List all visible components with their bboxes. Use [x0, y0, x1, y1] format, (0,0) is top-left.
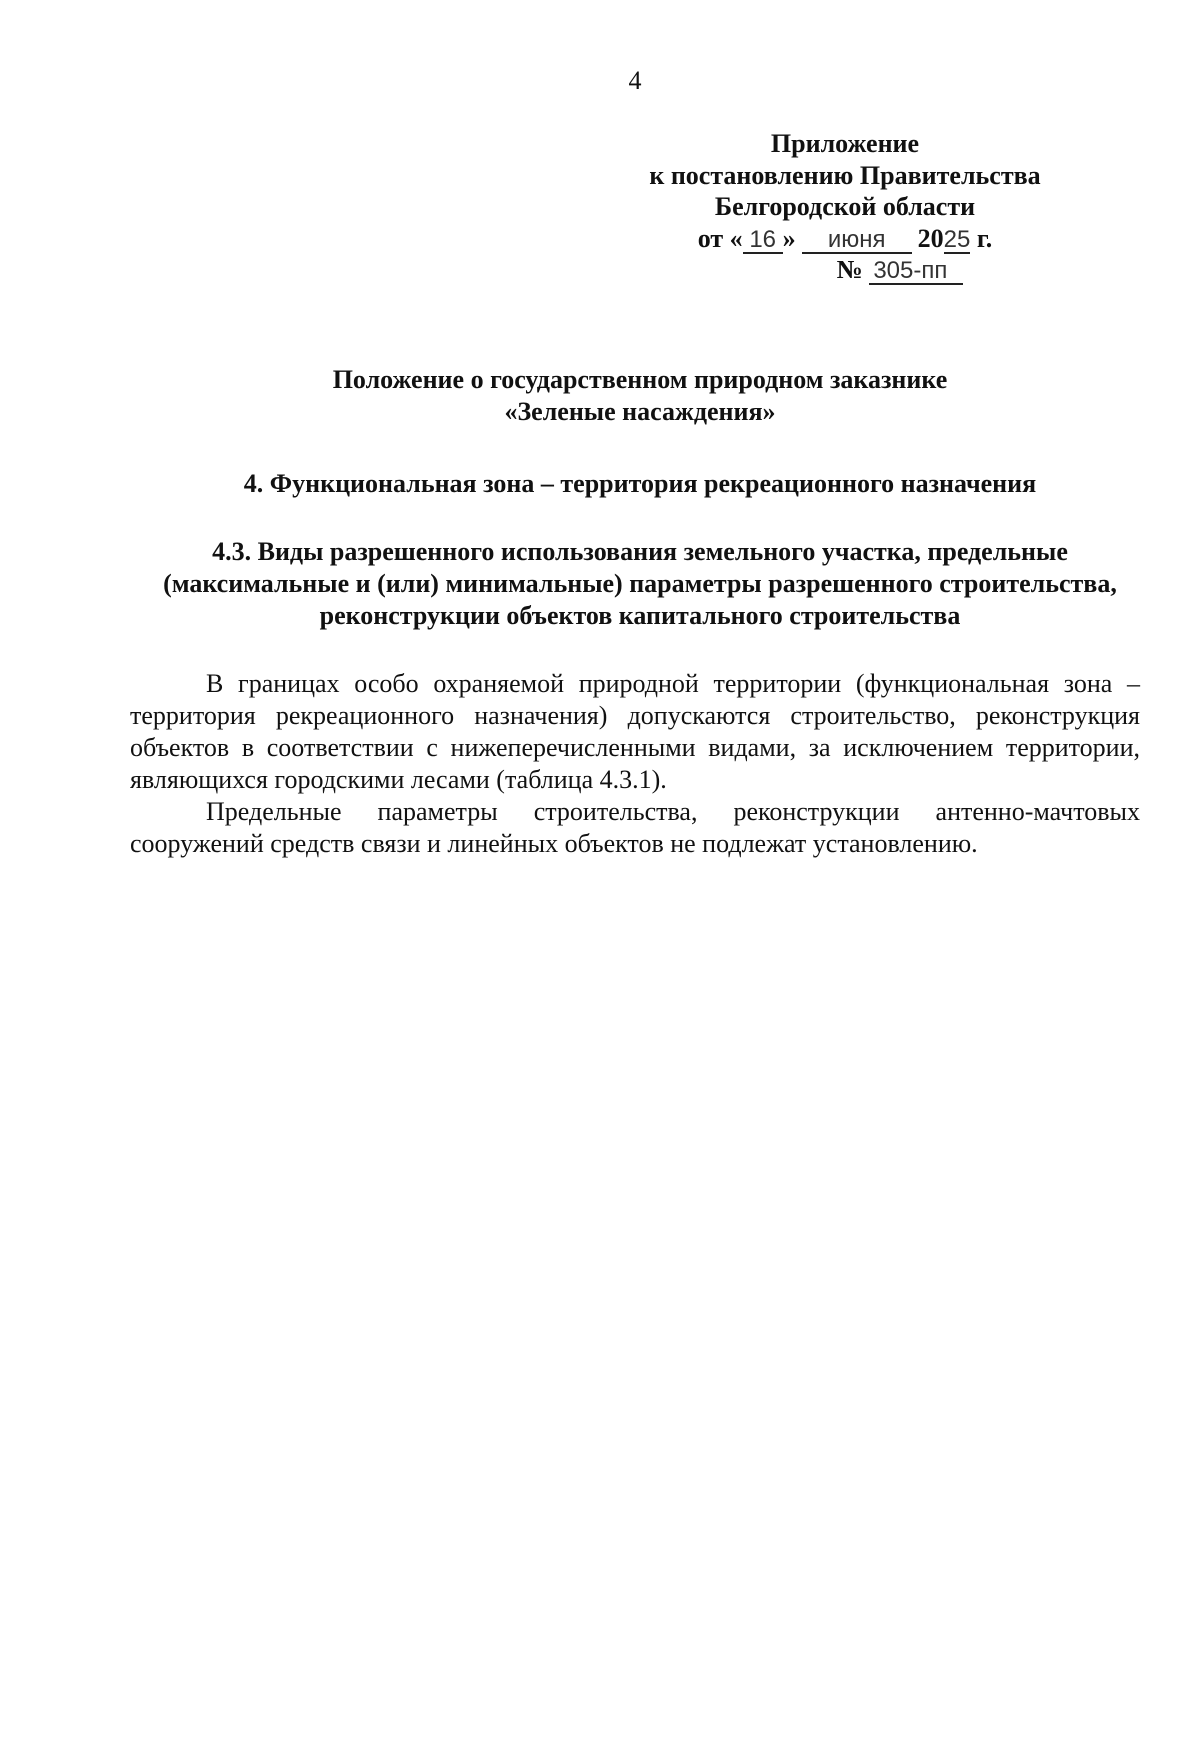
number-prefix: № [836, 255, 863, 284]
date-prefix: от « [697, 223, 743, 253]
body-paragraph-2: Предельные параметры строительства, реконструкции антенно-мачтовых сооружений средств связи и линейных объектов не подлежат установлению. [130, 797, 1140, 858]
document-title [140, 364, 1140, 428]
appendix-block [560, 128, 1130, 286]
document-title-line-1: Положение о государственном природном заказнике [332, 365, 948, 394]
date-quote-close: » [782, 223, 796, 253]
subsection-heading: 4.3. Виды разрешенного использования земельного участка, предельные (максимальные и (или) минимальные) параметры разрешенного строительства, реконструкции объектов капитального строительства [163, 537, 1117, 630]
date-year-suffix: 25 [943, 225, 971, 253]
body-paragraph-1: В границах особо охраняемой природной территории (функциональная зона – территория рекреационного назначения) допускаются строительство, реконструкция объектов в соответствии с нижеперечисленными видами, за исключением территории, являющихся городскими лесами (таблица 4.3.1). [130, 669, 1140, 794]
appendix-resolution-line: к постановлению Правительства [649, 160, 1041, 190]
section-heading: 4. Функциональная зона – территория рекреационного назначения [243, 469, 1037, 498]
date-year-end: г. [970, 223, 993, 253]
date-year-prefix: 20 [917, 223, 944, 253]
date-day: 16 [743, 228, 783, 254]
page-number: 4 [628, 66, 642, 95]
appendix-region-line: Белгородской области [714, 192, 976, 221]
date-month: июня [802, 228, 912, 254]
body-text [130, 668, 1140, 860]
document-title-line-2: «Зеленые насаждения» [504, 397, 776, 426]
appendix-number-line [560, 254, 1130, 286]
resolution-number: 305-пп [869, 259, 963, 285]
appendix-date-line [560, 223, 1130, 255]
appendix-title: Приложение [770, 129, 920, 158]
